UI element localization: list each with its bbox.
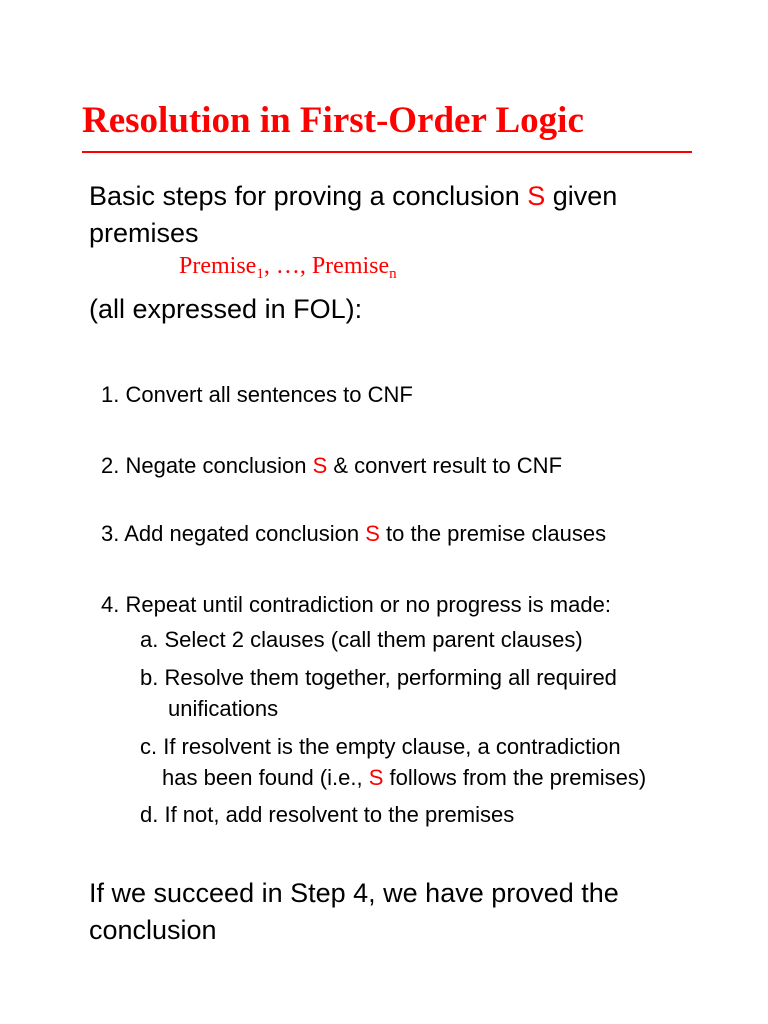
step-2-symbol: S: [312, 453, 328, 478]
step-4a: a. Select 2 clauses (call them parent clauses): [140, 627, 583, 652]
intro-text-before: Basic steps for proving a conclusion: [89, 181, 528, 211]
step-4: 4. Repeat until contradiction or no progress is made:: [101, 592, 611, 617]
conclusion-text: If we succeed in Step 4, we have proved the conclusion: [89, 878, 619, 945]
intro-expressed: (all expressed in FOL):: [89, 294, 363, 324]
step-2-text-before: 2. Negate conclusion: [101, 453, 313, 478]
step-4c: [140, 731, 646, 793]
intro-text: [89, 178, 729, 252]
step-3: [101, 519, 606, 549]
step-4b-line-2: unifications: [168, 696, 279, 721]
premise-first-subscript: 1: [256, 266, 264, 282]
step-4d: d. If not, add resolvent to the premises: [140, 802, 515, 827]
premise-separator: , …,: [263, 253, 312, 279]
step-4c-symbol: S: [368, 765, 384, 790]
step-2-text-after: & convert result to CNF: [327, 453, 563, 478]
step-2: [101, 451, 562, 481]
step-1: 1. Convert all sentences to CNF: [101, 382, 413, 407]
step-4c-text-after: follows from the premises): [383, 765, 647, 790]
title-underline: [82, 151, 692, 153]
premise-first: Premise: [179, 253, 257, 279]
conclusion-symbol: S: [527, 181, 546, 211]
step-3-symbol: S: [365, 521, 380, 546]
step-4c-line-1: c. If resolvent is the empty clause, a contradiction: [140, 734, 621, 759]
premise-last: Premise: [311, 253, 390, 279]
premises-list: [179, 253, 397, 283]
step-4c-line-2: [140, 762, 646, 793]
slide-title: Resolution in First-Order Logic: [82, 100, 584, 141]
step-3-text-after: to the premise clauses: [379, 521, 607, 546]
step-4c-text-before: has been found (i.e.,: [162, 765, 369, 790]
step-4b-line-1: b. Resolve them together, performing all required: [140, 665, 617, 690]
intro-text-after: given premises: [89, 181, 618, 248]
step-4b: [140, 662, 617, 724]
premise-last-subscript: n: [389, 266, 397, 282]
step-3-text-before: 3. Add negated conclusion: [101, 521, 366, 546]
